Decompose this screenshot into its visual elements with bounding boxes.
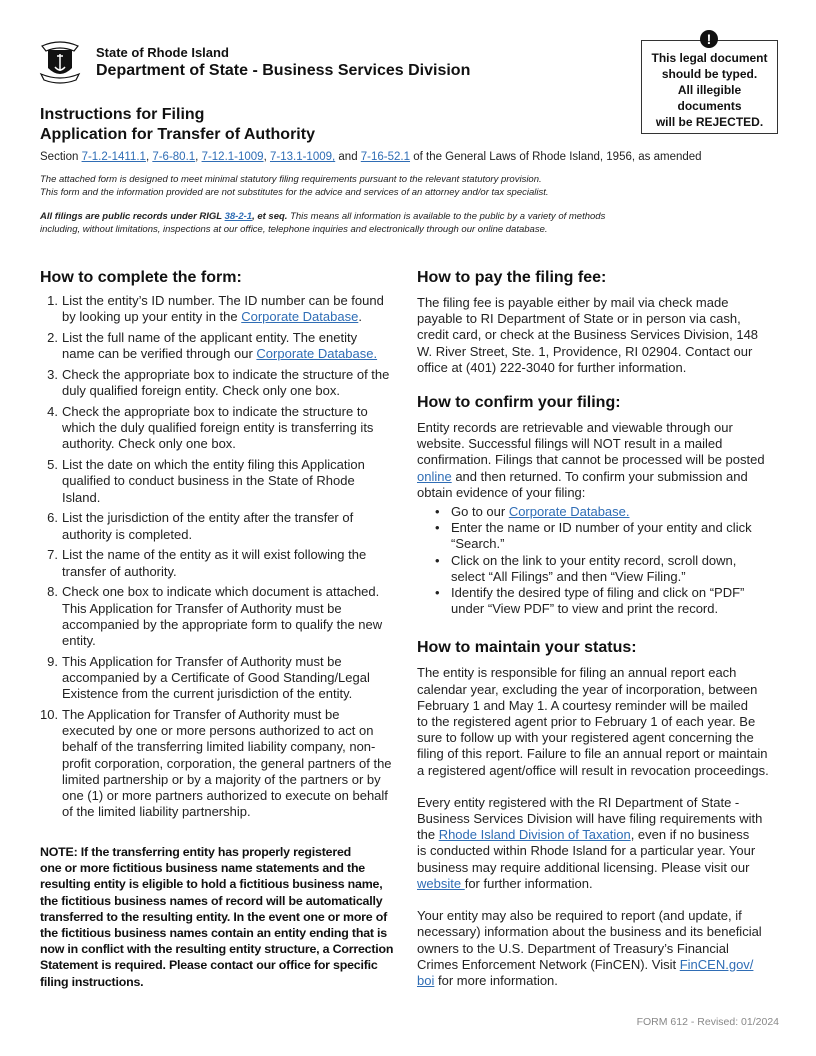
text-segment: Click on the link to your entity record, scroll down, select “All Filings” and then “View Filing.”	[451, 552, 737, 584]
link[interactable]: website	[417, 875, 465, 891]
list-item	[40, 330, 405, 362]
text-segment: ,	[145, 151, 153, 163]
text-segment: Section	[40, 151, 82, 163]
list-item	[40, 293, 405, 325]
text-segment: , even if no business is conducted within Rhode Island for a particular year. Your business may require additional licensing. Please visit our	[417, 827, 756, 875]
link[interactable]: 7-6-80.1	[152, 151, 196, 163]
list-item	[40, 510, 405, 542]
text-segment: .	[358, 309, 362, 325]
complete-form-heading: How to complete the form:	[40, 269, 242, 286]
text-segment: , et seq.	[252, 211, 288, 222]
link[interactable]: FinCEN.gov/ boi	[417, 956, 754, 988]
text-segment: List the full name of the applicant entity. The enetity name can be verified through our	[62, 330, 358, 362]
text-segment: Go to our	[451, 504, 509, 520]
text-segment: ,	[263, 151, 270, 163]
text-segment: Entity records are retrievable and viewable through our website. Successful filings will NOT result in a mailed confirmation. Filings that cannot be processed will be posted	[417, 420, 765, 468]
exclamation-icon: !	[700, 30, 718, 48]
text-segment: Check the appropriate box to indicate the structure of the duly qualified foreign entity. Check only one box.	[62, 367, 390, 399]
list-number: 2.	[47, 330, 58, 345]
state-name: State of Rhode Island	[96, 45, 229, 60]
list-number: 6.	[47, 510, 58, 526]
text-segment: ,	[195, 151, 202, 163]
confirm-filing-text	[417, 420, 787, 501]
text-segment: This Application for Transfer of Authority must be accompanied by a Certificate of Good Standing/Legal Existence from the current jurisdiction of the entity.	[62, 653, 370, 702]
link[interactable]: Rhode Island Division of Taxation	[438, 827, 631, 843]
list-item	[40, 584, 405, 649]
maintain-status-text	[417, 665, 787, 778]
text-segment: Your entity may also be required to report (and update, if necessary) information about the business and its beneficial owners to the U.S. Department of Treasury’s Financial Crimes Enforcement Network (FinCEN). Visit	[417, 908, 762, 972]
statute-section	[40, 151, 702, 163]
list-number: 5.	[47, 457, 58, 473]
link[interactable]: 7-1.2-1411.1	[81, 151, 146, 163]
confirm-steps-list	[435, 504, 787, 617]
right-column	[417, 269, 787, 989]
department-name: Department of State - Business Services Division	[96, 62, 471, 79]
link[interactable]: 38-2-1	[224, 211, 253, 222]
text-segment: Identify the desired type of filing and click on “PDF” under “View PDF” to view and print the record.	[451, 585, 745, 617]
list-number: 8.	[47, 584, 58, 600]
text-segment: The Application for Transfer of Authority must be executed by one or more persons authorized to act on behalf of the transferring limited liability company, non- profit corporation, corporation, the general partners of the limited partnership or by a majority of the partners or by one (1) or more partners authorized to execute on behalf of the limited liability partnership.	[62, 707, 392, 820]
link[interactable]: 7-13.1-1009,	[269, 151, 336, 163]
list-item	[435, 504, 787, 520]
list-number: 4.	[47, 404, 58, 419]
list-number: 10.	[40, 707, 59, 723]
list-number: 1.	[47, 293, 58, 308]
list-item	[40, 404, 405, 453]
text-segment: and then returned. To confirm your submission and obtain evidence of your filing:	[417, 468, 748, 500]
text-segment: The entity is responsible for filing an annual report each calendar year, excluding the year of incorporation, between February 1 and May 1. A courtesy reminder will be mailed to the registered agent prior to February 1 of each year. Be sure to follow up with your registered agent concerning the filing of this report. Failure to file an annual report or maintain a registered agent/office will result in revocation proceedings.	[417, 665, 769, 778]
text-segment: and	[335, 151, 361, 163]
list-number: 3.	[47, 367, 58, 382]
list-number: 7.	[47, 547, 58, 563]
public-records-notice	[40, 210, 605, 236]
pay-fee-text: The filing fee is payable either by mail via check made payable to RI Department of State or in person via cash, credit card, or check at the Business Services Division, 148 W. River Street, Ste. 1, Providence, RI 02904. Contact our office at (401) 222-3040 for further information.	[417, 295, 759, 375]
taxation-text	[417, 795, 787, 892]
confirm-filing-heading: How to confirm your filing:	[417, 394, 621, 412]
text-segment: List the name of the entity as it will exist following the transfer of authority.	[62, 547, 367, 579]
text-segment: All filings are public records under RIGL	[40, 211, 225, 222]
list-item	[435, 585, 787, 617]
disclaimer: The attached form is designed to meet minimal statutory filing requirements pursuant to the relevant statutory provision. This form and the information provided are not substitutes for the advice and services of an attorney and/or tax specialist.	[40, 174, 549, 198]
link[interactable]: 7-12.1-1009	[201, 151, 264, 163]
text-segment: List the date on which the entity filing this Application qualified to conduct business in the State of Rhode Island.	[62, 457, 365, 505]
list-item	[40, 367, 405, 399]
text-segment: Check one box to indicate which document is attached. This Application for Transfer of Authority must be accompanied by the appropriate form to qualify the new entity.	[62, 584, 383, 649]
list-number: 9.	[47, 653, 58, 669]
list-item	[40, 457, 405, 506]
text-segment: Check the appropriate box to indicate the structure to which the duly qualified foreign entity is transferring its authority. Check only one box.	[62, 404, 374, 452]
form-number-footer: FORM 612 - Revised: 01/2024	[636, 1016, 779, 1028]
text-segment: for further information.	[464, 875, 593, 891]
link[interactable]: Corporate Database	[241, 309, 359, 325]
text-segment: of the General Laws of Rhode Island, 1956, as amended	[410, 151, 702, 163]
list-item	[435, 553, 787, 585]
list-item	[40, 707, 405, 820]
text-segment: List the jurisdiction of the entity after the transfer of authority is completed.	[62, 510, 354, 542]
instructions-list	[40, 293, 405, 820]
text-segment: This means all information is available to the public by a variety of methods including, without limitations, inspections at our office, telephone inquiries and electronically through our online database.	[40, 211, 606, 235]
link[interactable]: Corporate Database.	[256, 346, 378, 362]
page-title: Instructions for Filing Application for Transfer of Authority	[40, 106, 315, 143]
list-item	[40, 654, 405, 703]
maintain-status-heading: How to maintain your status:	[417, 639, 637, 657]
link[interactable]: 7-16-52.1	[360, 151, 411, 163]
fincen-text	[417, 908, 787, 989]
text-segment: List the entity’s ID number. The ID number can be found by looking up your entity in the	[62, 293, 384, 325]
text-segment: for more information.	[434, 972, 558, 988]
list-item	[40, 547, 405, 579]
fictitious-name-note: NOTE: If the transferring entity has properly registered one or more fictitious business name statements and the resulting entity is eligible to hold a fictitious business name, the fictitious business names of record will be automatically transferred to the resulting entity. In the event one or more of the fictitious business names contain an entity ending that is now in conflict with the resulting entity structure, a Correction Statement is required. Please contact our office for specific filing instructions.	[40, 845, 394, 989]
pay-fee-heading: How to pay the filing fee:	[417, 269, 607, 286]
list-item	[435, 520, 787, 552]
link[interactable]: online	[417, 468, 452, 484]
typed-document-warning: This legal document should be typed. All illegible documents will be REJECTED.	[641, 40, 778, 134]
state-seal-logo	[38, 38, 82, 84]
text-segment: Every entity registered with the RI Department of State - Business Services Division will have filing requirements with the	[417, 794, 763, 843]
link[interactable]: Corporate Database.	[508, 504, 630, 520]
complete-form-section	[40, 269, 405, 825]
text-segment: Enter the name or ID number of your entity and click “Search.”	[451, 520, 752, 552]
